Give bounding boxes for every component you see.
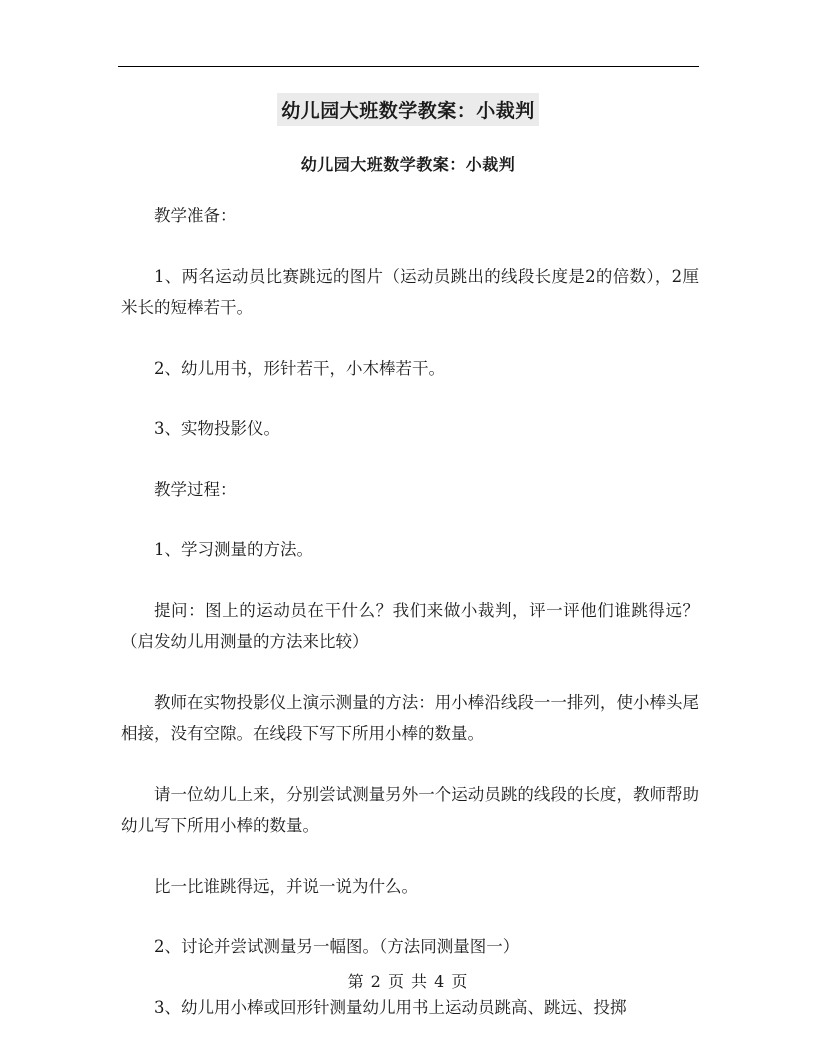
paragraph-prep-item-2: 2、幼儿用书，形针若干，小木棒若干。 bbox=[154, 358, 445, 378]
header-rule bbox=[118, 66, 699, 67]
document-body bbox=[121, 200, 699, 1052]
paragraph-step-1: 1、学习测量的方法。 bbox=[154, 540, 313, 559]
page-number-footer: 第 2 页 共 4 页 bbox=[347, 972, 469, 991]
paragraph-child-measure: 请一位幼儿上来，分别尝试测量另外一个运动员跳的线段的长度，教师帮助幼儿写下所用小棒的数量。 bbox=[121, 784, 699, 835]
document-title: 幼儿园大班数学教案：小裁判 bbox=[300, 155, 516, 174]
paragraph-demonstration: 教师在实物投影仪上演示测量的方法：用小棒沿线段一一排列，使小棒头尾相接，没有空隙。在线段下写下所用小棒的数量。 bbox=[121, 692, 699, 743]
paragraph-question: 提问：图上的运动员在干什么？我们来做小裁判，评一评他们谁跳得远？（启发幼儿用测量的方法来比较） bbox=[121, 600, 699, 651]
paragraph-prep-item-1: 1、两名运动员比赛跳远的图片（运动员跳出的线段长度是2的倍数），2厘米长的短棒若干。 bbox=[121, 266, 699, 317]
header-title-block bbox=[0, 93, 816, 126]
paragraph-prep-item-3: 3、实物投影仪。 bbox=[154, 419, 280, 438]
header-title: 幼儿园大班数学教案：小裁判 bbox=[277, 93, 539, 126]
paragraph-process-heading: 教学过程： bbox=[154, 479, 237, 499]
paragraph-prep-heading: 教学准备： bbox=[154, 206, 237, 225]
paragraph-step-3: 3、幼儿用小棒或回形针测量幼儿用书上运动员跳高、跳远、投掷 bbox=[154, 997, 627, 1017]
paragraph-step-2: 2、讨论并尝试测量另一幅图。（方法同测量图一） bbox=[154, 937, 520, 956]
paragraph-compare: 比一比谁跳得远，并说一说为什么。 bbox=[154, 876, 418, 896]
